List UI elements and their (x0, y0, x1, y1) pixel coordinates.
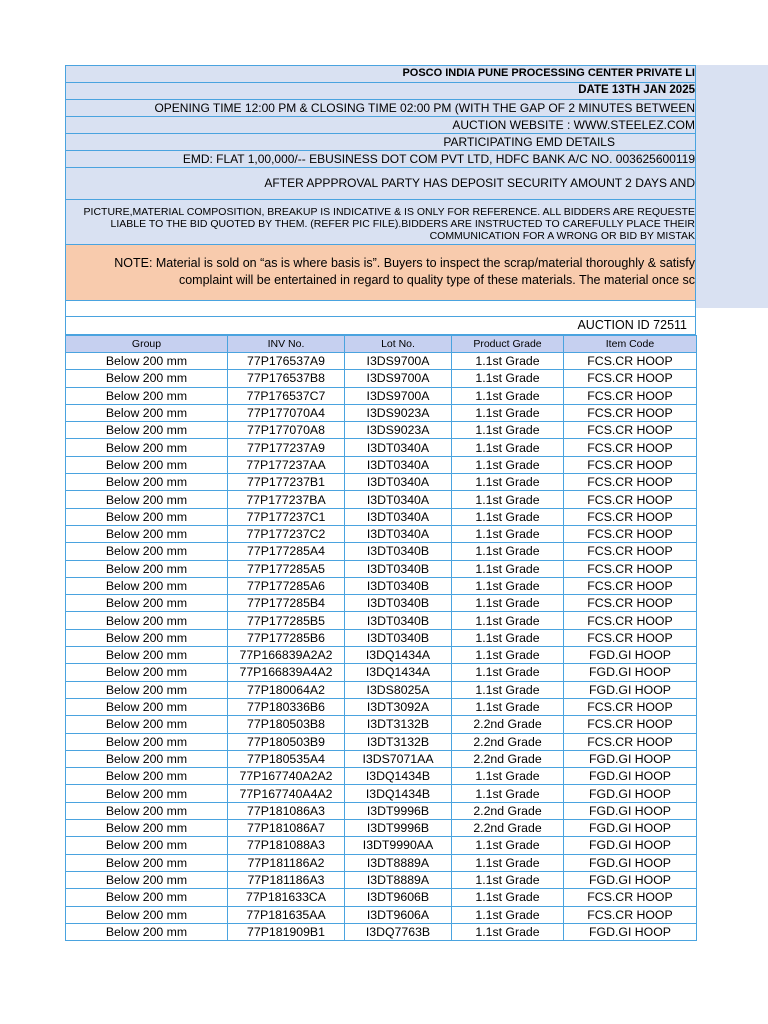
website-row (65, 117, 696, 134)
table-cell: FCS.CR HOOP (564, 422, 697, 439)
table-cell: 1.1st Grade (452, 647, 564, 664)
table-cell: FGD.GI HOOP (564, 647, 697, 664)
table-cell: FCS.CR HOOP (564, 906, 697, 923)
table-cell: Below 200 mm (66, 543, 228, 560)
table-cell: 77P180336B6 (228, 698, 345, 715)
table-cell: FCS.CR HOOP (564, 404, 697, 421)
note-text (114, 255, 696, 289)
auction-timing: OPENING TIME 12:00 PM & CLOSING TIME 02:00 PM (WITH THE GAP OF 2 MINUTES BETWEEN (154, 101, 695, 115)
table-cell: Below 200 mm (66, 508, 228, 525)
table-cell: FCS.CR HOOP (564, 612, 697, 629)
table-cell: Below 200 mm (66, 629, 228, 646)
table-cell: 1.1st Grade (452, 491, 564, 508)
table-cell: Below 200 mm (66, 370, 228, 387)
table-cell: Below 200 mm (66, 422, 228, 439)
table-cell: I3DS9023A (345, 404, 452, 421)
table-cell: FCS.CR HOOP (564, 491, 697, 508)
table-cell: Below 200 mm (66, 647, 228, 664)
table-cell: I3DT9606B (345, 889, 452, 906)
table-cell: FCS.CR HOOP (564, 353, 697, 370)
table-cell: 77P181186A2 (228, 854, 345, 871)
table-cell: 1.1st Grade (452, 577, 564, 594)
table-cell: I3DS9700A (345, 370, 452, 387)
table-cell: I3DQ1434A (345, 647, 452, 664)
table-cell: Below 200 mm (66, 802, 228, 819)
table-cell: FGD.GI HOOP (564, 802, 697, 819)
table-row (66, 422, 697, 439)
table-cell: 77P177237BA (228, 491, 345, 508)
table-row (66, 491, 697, 508)
table-cell: I3DQ1434B (345, 785, 452, 802)
table-cell: I3DT3092A (345, 698, 452, 715)
table-cell: FCS.CR HOOP (564, 698, 697, 715)
table-cell: 77P166839A2A2 (228, 647, 345, 664)
table-cell: I3DT0340A (345, 456, 452, 473)
table-cell: FCS.CR HOOP (564, 577, 697, 594)
table-cell: 77P176537C7 (228, 387, 345, 404)
table-cell: 2.2nd Grade (452, 750, 564, 767)
column-header: Item Code (564, 336, 697, 353)
table-cell: 1.1st Grade (452, 889, 564, 906)
table-cell: 77P181086A3 (228, 802, 345, 819)
table-cell: I3DT0340B (345, 543, 452, 560)
table-cell: Below 200 mm (66, 837, 228, 854)
table-cell: 77P181088A3 (228, 837, 345, 854)
table-cell: 1.1st Grade (452, 422, 564, 439)
table-cell: FGD.GI HOOP (564, 750, 697, 767)
table-cell: Below 200 mm (66, 595, 228, 612)
company-title: POSCO INDIA PUNE PROCESSING CENTER PRIVATE LI (402, 67, 695, 79)
table-cell: 1.1st Grade (452, 871, 564, 888)
emd-title-row (65, 134, 696, 151)
table-row (66, 768, 697, 785)
table-cell: FGD.GI HOOP (564, 837, 697, 854)
table-cell: 77P177285B6 (228, 629, 345, 646)
table-row (66, 733, 697, 750)
table-row (66, 560, 697, 577)
table-cell: Below 200 mm (66, 681, 228, 698)
table-cell: FCS.CR HOOP (564, 525, 697, 542)
table-cell: FCS.CR HOOP (564, 474, 697, 491)
table-cell: FGD.GI HOOP (564, 785, 697, 802)
table-row (66, 647, 697, 664)
table-row (66, 612, 697, 629)
disclaimer-row (65, 200, 696, 245)
table-cell: 77P181909B1 (228, 923, 345, 940)
table-cell: I3DT3132B (345, 733, 452, 750)
table-cell: 77P167740A2A2 (228, 768, 345, 785)
disclaimer-line: COMMUNICATION FOR A WRONG OR BID BY MISTAK (429, 230, 695, 242)
table-cell: FGD.GI HOOP (564, 923, 697, 940)
table-cell: I3DQ1434A (345, 664, 452, 681)
table-cell: FCS.CR HOOP (564, 508, 697, 525)
table-cell: 1.1st Grade (452, 854, 564, 871)
table-cell: I3DQ7763B (345, 923, 452, 940)
table-cell: I3DS8025A (345, 681, 452, 698)
table-cell: Below 200 mm (66, 664, 228, 681)
column-header: Lot No. (345, 336, 452, 353)
table-cell: 77P177237C2 (228, 525, 345, 542)
table-row (66, 854, 697, 871)
table-cell: Below 200 mm (66, 716, 228, 733)
table-cell: FGD.GI HOOP (564, 854, 697, 871)
table-cell: Below 200 mm (66, 474, 228, 491)
table-cell: Below 200 mm (66, 456, 228, 473)
table-cell: 77P177237B1 (228, 474, 345, 491)
table-cell: 77P177285A6 (228, 577, 345, 594)
table-cell: I3DT0340A (345, 491, 452, 508)
table-cell: FCS.CR HOOP (564, 595, 697, 612)
table-cell: I3DS9023A (345, 422, 452, 439)
emd-details: EMD: FLAT 1,00,000/-- EBUSINESS DOT COM PVT LTD, HDFC BANK A/C NO. 003625600119 (182, 152, 695, 166)
deposit-note: AFTER APPPROVAL PARTY HAS DEPOSIT SECURITY AMOUNT 2 DAYS AND (264, 176, 695, 190)
table-cell: 77P177285A5 (228, 560, 345, 577)
table-cell: 1.1st Grade (452, 370, 564, 387)
table-cell: 1.1st Grade (452, 906, 564, 923)
table-row (66, 508, 697, 525)
table-cell: Below 200 mm (66, 871, 228, 888)
table-cell: I3DS7071AA (345, 750, 452, 767)
auction-id: AUCTION ID 72511 (577, 318, 687, 332)
table-row (66, 664, 697, 681)
table-cell: 77P176537A9 (228, 353, 345, 370)
table-cell: Below 200 mm (66, 785, 228, 802)
table-row (66, 802, 697, 819)
table-row (66, 785, 697, 802)
table-cell: I3DT9990AA (345, 837, 452, 854)
table-row (66, 820, 697, 837)
table-cell: 77P181186A3 (228, 871, 345, 888)
table-cell: FCS.CR HOOP (564, 370, 697, 387)
table-row (66, 595, 697, 612)
table-cell: I3DT8889A (345, 871, 452, 888)
table-row (66, 387, 697, 404)
table-row (66, 923, 697, 940)
table-cell: Below 200 mm (66, 560, 228, 577)
table-cell: 1.1st Grade (452, 612, 564, 629)
table-cell: I3DT0340B (345, 560, 452, 577)
note-line: NOTE: Material is sold on “as is where basis is”. Buyers to inspect the scrap/material thoroughly & satisfy (114, 256, 695, 270)
table-cell: Below 200 mm (66, 889, 228, 906)
column-header: Product Grade (452, 336, 564, 353)
table-cell: 77P181633CA (228, 889, 345, 906)
table-cell: 77P177285B4 (228, 595, 345, 612)
table-cell: FCS.CR HOOP (564, 543, 697, 560)
table-cell: Below 200 mm (66, 439, 228, 456)
auction-id-row (65, 317, 696, 335)
spreadsheet (65, 65, 768, 941)
table-cell: FCS.CR HOOP (564, 387, 697, 404)
table-cell: 1.1st Grade (452, 456, 564, 473)
disclaimer-line: LIABLE TO THE BID QUOTED BY THEM. (REFER PIC FILE).BIDDERS ARE INSTRUCTED TO CAREFULLY PLACE THEIR (110, 218, 695, 230)
table-cell: I3DS9700A (345, 353, 452, 370)
table-cell: FGD.GI HOOP (564, 681, 697, 698)
table-cell: FGD.GI HOOP (564, 820, 697, 837)
table-cell: 2.2nd Grade (452, 733, 564, 750)
table-row (66, 370, 697, 387)
table-cell: I3DT0340B (345, 577, 452, 594)
table-row (66, 889, 697, 906)
table-cell: 77P181635AA (228, 906, 345, 923)
table-cell: Below 200 mm (66, 768, 228, 785)
table-row (66, 871, 697, 888)
table-row (66, 474, 697, 491)
table-cell: Below 200 mm (66, 923, 228, 940)
table-cell: Below 200 mm (66, 577, 228, 594)
table-cell: 1.1st Grade (452, 525, 564, 542)
table-cell: FCS.CR HOOP (564, 889, 697, 906)
table-cell: 2.2nd Grade (452, 820, 564, 837)
table-row (66, 525, 697, 542)
lot-table (65, 335, 697, 941)
table-cell: I3DT0340B (345, 612, 452, 629)
table-cell: FCS.CR HOOP (564, 456, 697, 473)
table-cell: 1.1st Grade (452, 629, 564, 646)
table-cell: 77P180535A4 (228, 750, 345, 767)
header-overflow-fill (696, 65, 768, 308)
table-cell: Below 200 mm (66, 612, 228, 629)
table-cell: 1.1st Grade (452, 664, 564, 681)
table-cell: Below 200 mm (66, 906, 228, 923)
table-cell: I3DS9700A (345, 387, 452, 404)
table-cell: I3DT8889A (345, 854, 452, 871)
table-cell: Below 200 mm (66, 387, 228, 404)
table-cell: 1.1st Grade (452, 595, 564, 612)
table-row (66, 404, 697, 421)
table-cell: I3DT0340A (345, 439, 452, 456)
table-row (66, 906, 697, 923)
emd-details-row (65, 151, 696, 168)
table-cell: I3DT3132B (345, 716, 452, 733)
table-cell: 2.2nd Grade (452, 802, 564, 819)
table-cell: I3DT0340B (345, 595, 452, 612)
table-cell: Below 200 mm (66, 404, 228, 421)
table-cell: FGD.GI HOOP (564, 871, 697, 888)
table-cell: I3DT0340B (345, 629, 452, 646)
table-cell: 77P176537B8 (228, 370, 345, 387)
date-row (65, 83, 696, 100)
table-cell: 77P177237A9 (228, 439, 345, 456)
table-cell: 1.1st Grade (452, 404, 564, 421)
table-row (66, 681, 697, 698)
table-row (66, 577, 697, 594)
table-cell: I3DQ1434B (345, 768, 452, 785)
table-cell: 1.1st Grade (452, 353, 564, 370)
table-cell: 1.1st Grade (452, 508, 564, 525)
table-body (66, 353, 697, 941)
table-cell: 1.1st Grade (452, 439, 564, 456)
table-cell: 77P177237C1 (228, 508, 345, 525)
table-row (66, 543, 697, 560)
timing-row (65, 100, 696, 117)
table-cell: I3DT9996B (345, 820, 452, 837)
table-header-row (66, 336, 697, 353)
table-cell: 1.1st Grade (452, 474, 564, 491)
table-cell: 77P167740A4A2 (228, 785, 345, 802)
company-title-row (65, 65, 696, 83)
column-header: Group (66, 336, 228, 353)
note-line: complaint will be entertained in regard to quality type of these materials. The material once sc (178, 273, 695, 287)
table-cell: 1.1st Grade (452, 560, 564, 577)
table-cell: 77P180503B9 (228, 733, 345, 750)
table-cell: I3DT9996B (345, 802, 452, 819)
table-cell: Below 200 mm (66, 820, 228, 837)
column-header: INV No. (228, 336, 345, 353)
table-row (66, 456, 697, 473)
table-cell: FCS.CR HOOP (564, 560, 697, 577)
blank-row (65, 301, 696, 317)
table-cell: FCS.CR HOOP (564, 629, 697, 646)
table-cell: 77P177237AA (228, 456, 345, 473)
table-cell: 1.1st Grade (452, 681, 564, 698)
table-cell: 1.1st Grade (452, 768, 564, 785)
table-row (66, 750, 697, 767)
disclaimer-text (84, 206, 696, 242)
table-cell: FCS.CR HOOP (564, 733, 697, 750)
table-row (66, 716, 697, 733)
table-cell: Below 200 mm (66, 750, 228, 767)
table-cell: FGD.GI HOOP (564, 664, 697, 681)
table-cell: Below 200 mm (66, 491, 228, 508)
auction-website: AUCTION WEBSITE : WWW.STEELEZ.COM (452, 118, 695, 132)
table-cell: 77P180503B8 (228, 716, 345, 733)
auction-date: DATE 13TH JAN 2025 (578, 84, 695, 96)
table-row (66, 353, 697, 370)
table-row (66, 837, 697, 854)
table-cell: I3DT0340A (345, 525, 452, 542)
table-cell: 77P177285B5 (228, 612, 345, 629)
table-row (66, 698, 697, 715)
table-cell: Below 200 mm (66, 854, 228, 871)
table-cell: 77P177285A4 (228, 543, 345, 560)
table-cell: FCS.CR HOOP (564, 716, 697, 733)
table-cell: Below 200 mm (66, 525, 228, 542)
table-row (66, 629, 697, 646)
table-cell: 77P166839A4A2 (228, 664, 345, 681)
table-cell: Below 200 mm (66, 733, 228, 750)
table-cell: I3DT0340A (345, 508, 452, 525)
table-cell: 1.1st Grade (452, 387, 564, 404)
table-cell: FCS.CR HOOP (564, 439, 697, 456)
table-cell: Below 200 mm (66, 698, 228, 715)
table-cell: 2.2nd Grade (452, 716, 564, 733)
disclaimer-line: PICTURE,MATERIAL COMPOSITION, BREAKUP IS INDICATIVE & IS ONLY FOR REFERENCE. ALL BIDDERS ARE REQUESTE (83, 206, 695, 218)
table-cell: 1.1st Grade (452, 698, 564, 715)
emd-title: PARTICIPATING EMD DETAILS (443, 135, 615, 149)
table-cell: I3DT0340A (345, 474, 452, 491)
table-cell: 1.1st Grade (452, 837, 564, 854)
table-row (66, 439, 697, 456)
table-cell: 1.1st Grade (452, 785, 564, 802)
table-cell: 77P177070A4 (228, 404, 345, 421)
deposit-row (65, 168, 696, 200)
table-cell: FGD.GI HOOP (564, 768, 697, 785)
note-row (65, 245, 696, 301)
table-cell: I3DT9606A (345, 906, 452, 923)
table-cell: 77P180064A2 (228, 681, 345, 698)
table-cell: Below 200 mm (66, 353, 228, 370)
table-cell: 1.1st Grade (452, 923, 564, 940)
table-cell: 1.1st Grade (452, 543, 564, 560)
table-cell: 77P181086A7 (228, 820, 345, 837)
table-cell: 77P177070A8 (228, 422, 345, 439)
